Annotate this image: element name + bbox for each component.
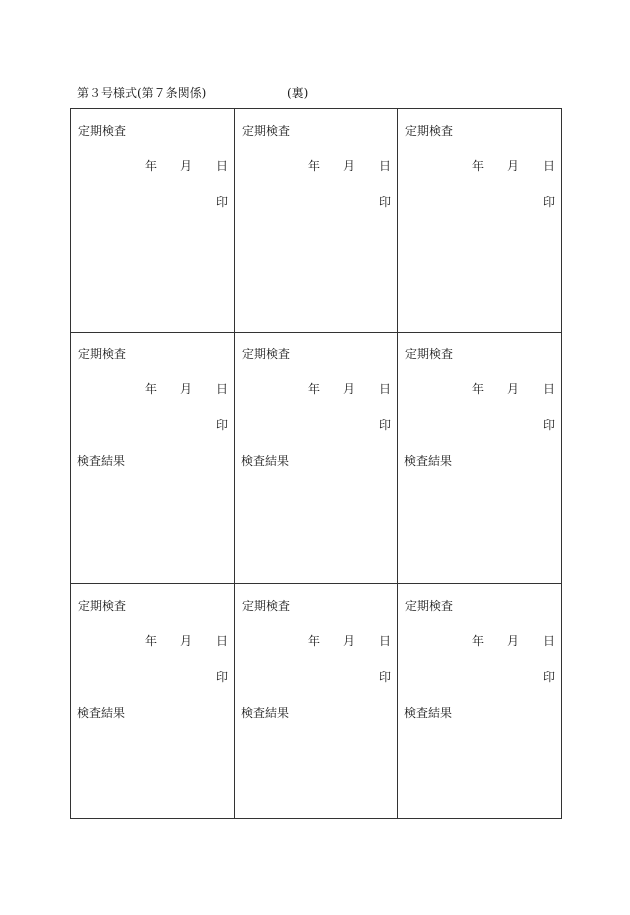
regular-inspection-label: 定期検査	[405, 347, 454, 361]
inspection-row-3	[71, 584, 561, 818]
day-label: 日	[378, 634, 391, 648]
day-label: 日	[378, 159, 391, 173]
inspection-result-label: 検査結果	[241, 706, 290, 720]
regular-inspection-label: 定期検査	[242, 599, 291, 613]
day-label: 日	[215, 634, 228, 648]
inspection-cell	[235, 332, 398, 583]
regular-inspection-label: 定期検査	[405, 599, 454, 613]
seal-label: 印	[542, 670, 555, 684]
year-label: 年	[471, 634, 484, 648]
inspection-cell	[398, 332, 561, 583]
inspection-cell	[71, 332, 235, 583]
month-label: 月	[179, 382, 192, 396]
year-label: 年	[307, 382, 320, 396]
inspection-cell	[235, 109, 398, 332]
seal-label: 印	[542, 195, 555, 209]
seal-label: 印	[215, 195, 228, 209]
regular-inspection-label: 定期検査	[78, 124, 127, 138]
regular-inspection-label: 定期検査	[78, 599, 127, 613]
day-label: 日	[542, 382, 555, 396]
regular-inspection-label: 定期検査	[78, 347, 127, 361]
seal-label: 印	[378, 418, 391, 432]
inspection-result-label: 検査結果	[241, 454, 290, 468]
day-label: 日	[542, 159, 555, 173]
inspection-result-label: 検査結果	[77, 454, 126, 468]
month-label: 月	[179, 159, 192, 173]
inspection-cell	[398, 584, 561, 818]
inspection-result-label: 検査結果	[77, 706, 126, 720]
day-label: 日	[378, 382, 391, 396]
month-label: 月	[506, 159, 519, 173]
month-label: 月	[179, 634, 192, 648]
seal-label: 印	[215, 418, 228, 432]
year-label: 年	[307, 634, 320, 648]
inspection-record-grid	[70, 108, 562, 819]
seal-label: 印	[215, 670, 228, 684]
month-label: 月	[342, 634, 355, 648]
inspection-result-label: 検査結果	[404, 706, 453, 720]
year-label: 年	[471, 382, 484, 396]
year-label: 年	[307, 159, 320, 173]
inspection-cell	[235, 584, 398, 818]
regular-inspection-label: 定期検査	[242, 124, 291, 138]
month-label: 月	[506, 382, 519, 396]
inspection-cell	[71, 109, 235, 332]
year-label: 年	[471, 159, 484, 173]
reverse-side-label: (裏)	[287, 86, 309, 100]
day-label: 日	[215, 159, 228, 173]
day-label: 日	[215, 382, 228, 396]
seal-label: 印	[542, 418, 555, 432]
inspection-cell	[71, 584, 235, 818]
form-number-label: 第３号様式(第７条関係)	[77, 86, 207, 100]
year-label: 年	[144, 634, 157, 648]
regular-inspection-label: 定期検査	[405, 124, 454, 138]
inspection-row-2	[71, 332, 561, 584]
month-label: 月	[342, 159, 355, 173]
seal-label: 印	[378, 670, 391, 684]
seal-label: 印	[378, 195, 391, 209]
regular-inspection-label: 定期検査	[242, 347, 291, 361]
inspection-row-1	[71, 109, 561, 333]
day-label: 日	[542, 634, 555, 648]
year-label: 年	[144, 382, 157, 396]
month-label: 月	[506, 634, 519, 648]
inspection-result-label: 検査結果	[404, 454, 453, 468]
year-label: 年	[144, 159, 157, 173]
month-label: 月	[342, 382, 355, 396]
inspection-cell	[398, 109, 561, 332]
